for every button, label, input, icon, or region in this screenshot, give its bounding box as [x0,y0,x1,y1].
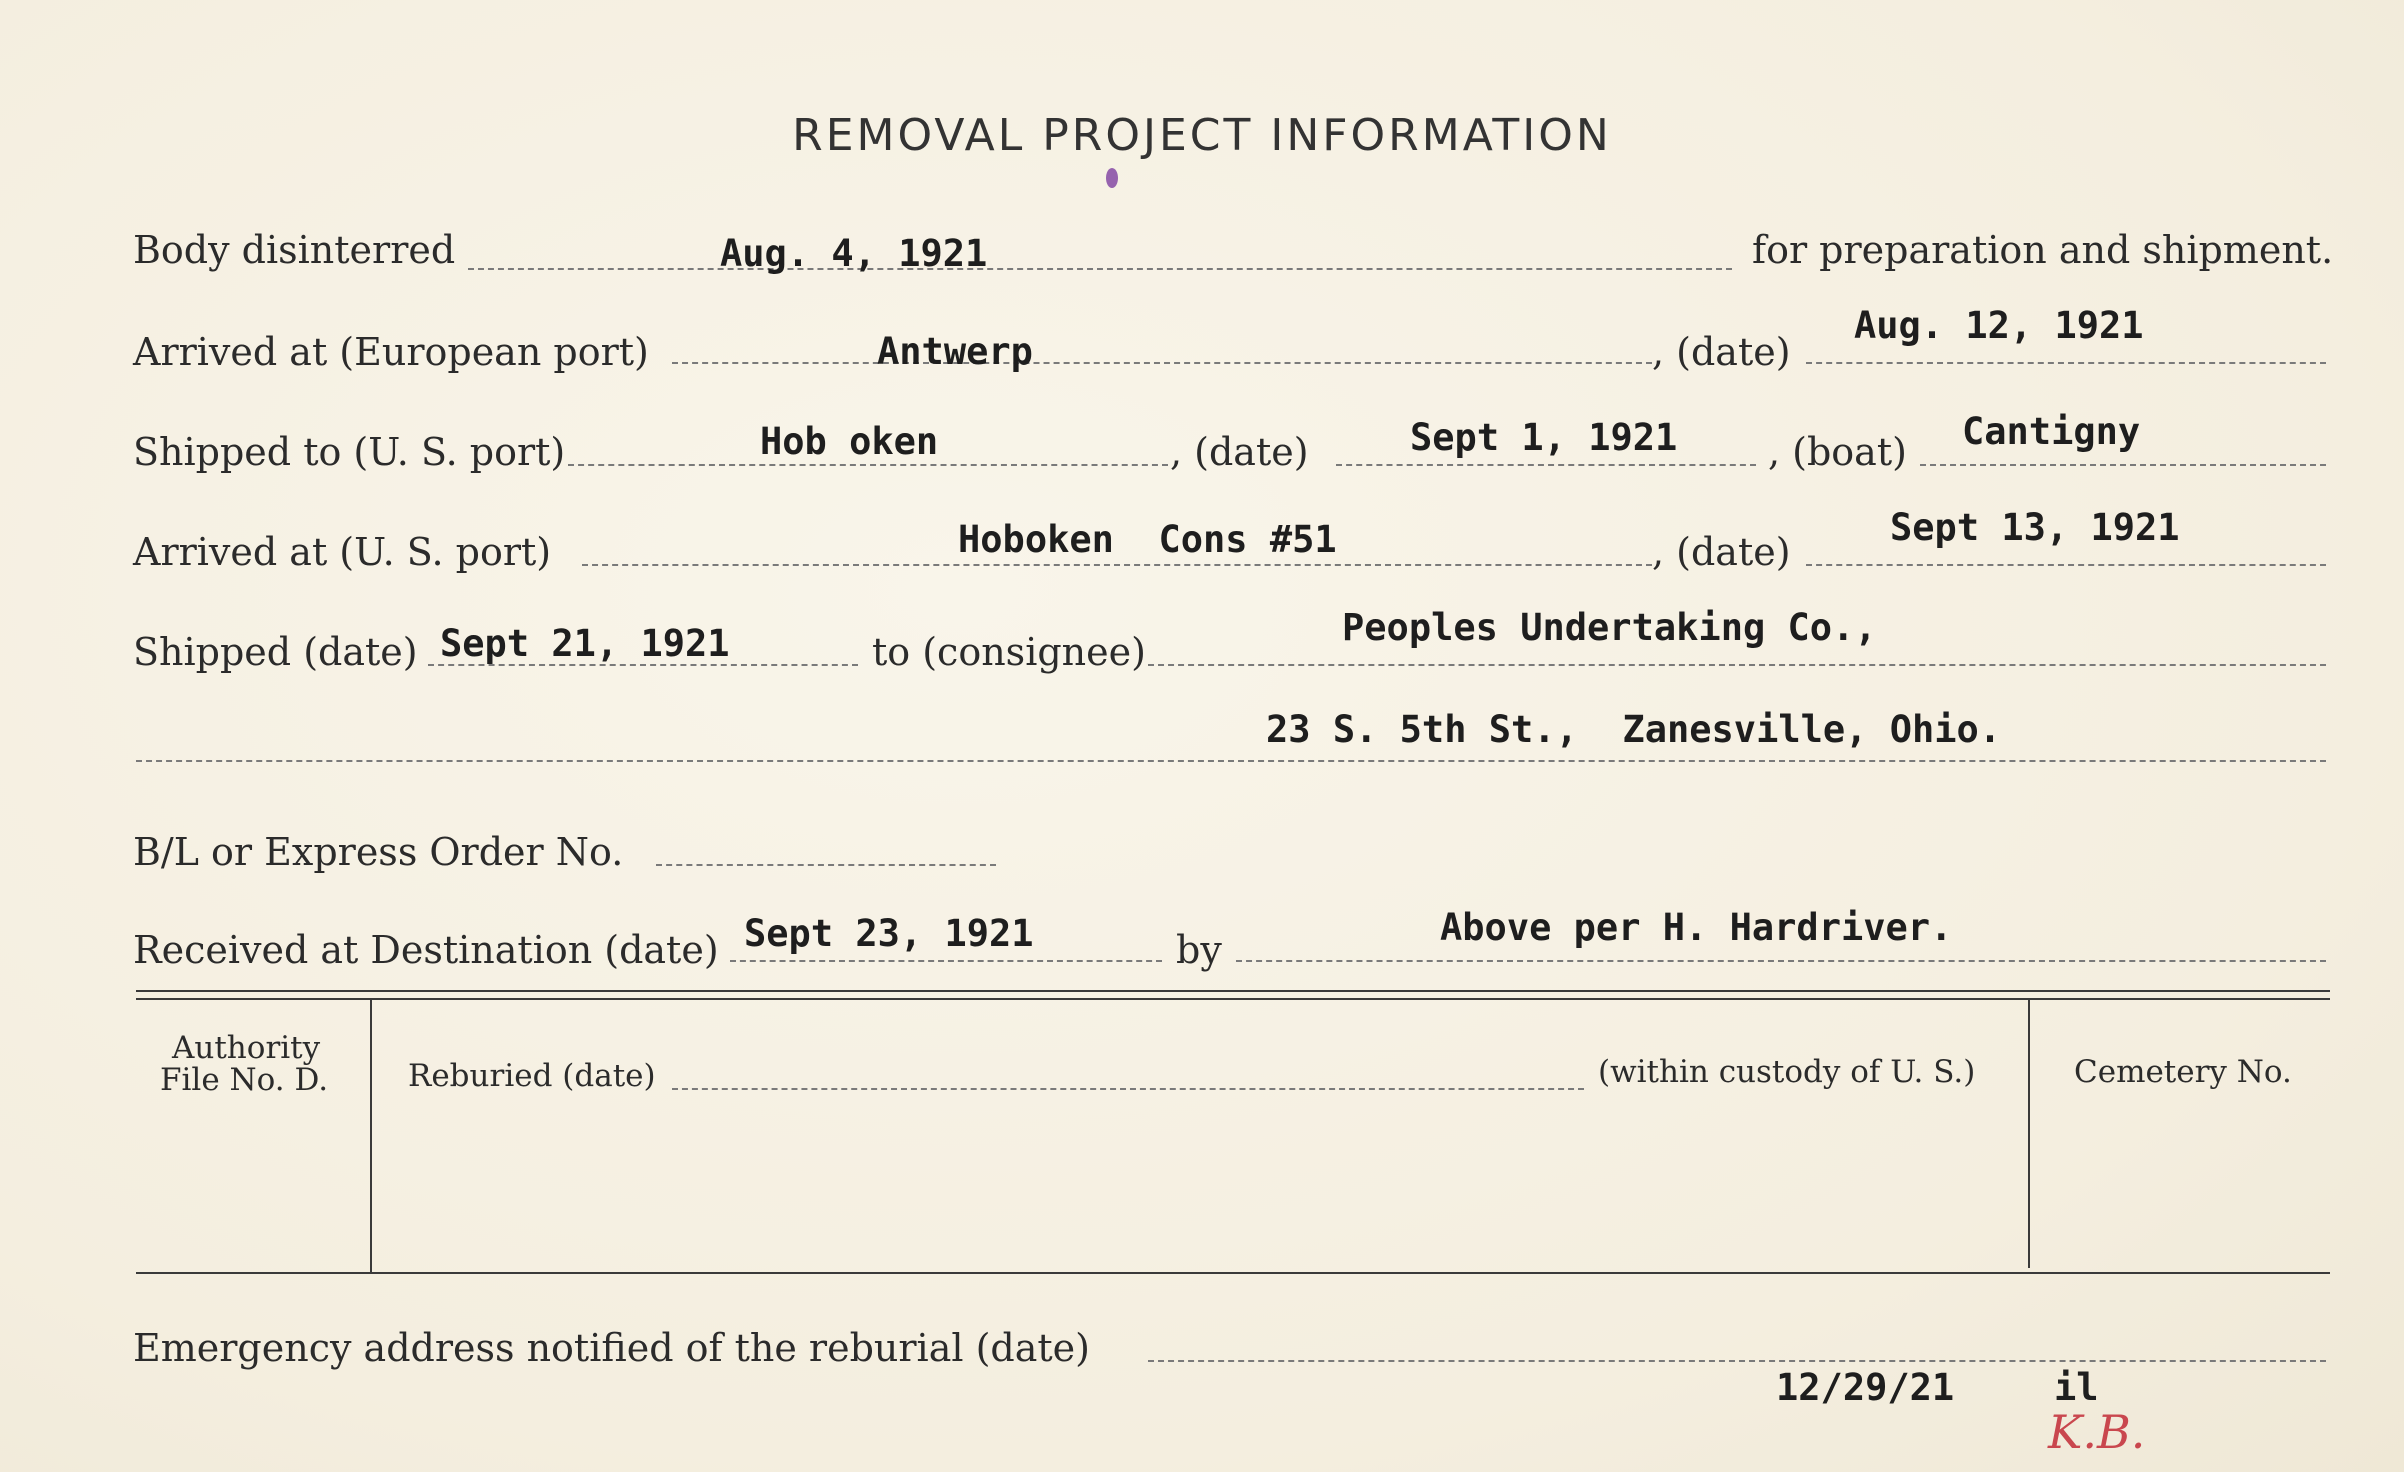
boat-label: , (boat) [1768,430,1907,474]
emergency-line [1148,1360,2326,1362]
euro-port-label: Arrived at (European port) [133,330,649,374]
handwritten-initials: K.B. [2048,1405,2146,1459]
authority-label-2: File No. D. [160,1062,329,1098]
table-top-rule-2 [136,998,2330,1000]
disinterred-line [468,268,1732,270]
emergency-label: Emergency address notified of the reburial (date) [133,1326,1090,1370]
table-top-rule-1 [136,990,2330,992]
boat-line [1920,464,2326,466]
bl-line [656,864,996,866]
disinterred-date: Aug. 4, 1921 [720,232,988,275]
received-by-label: by [1176,928,1222,972]
arrived-us-date-label: , (date) [1652,530,1791,574]
card-title: REMOVAL PROJECT INFORMATION [792,110,1612,161]
us-port-value: Hob oken [760,420,939,463]
arrived-us-date: Sept 13, 1921 [1890,506,2180,549]
cemetery-label: Cemetery No. [2074,1054,2292,1090]
euro-port-date-label: , (date) [1652,330,1791,374]
ink-stamp-mark [1106,168,1118,188]
boat-value: Cantigny [1962,410,2141,453]
arrived-us-label: Arrived at (U. S. port) [133,530,552,574]
us-port-date: Sept 1, 1921 [1410,416,1678,459]
received-label: Received at Destination (date) [133,928,719,972]
us-port-label: Shipped to (U. S. port) [133,430,566,474]
euro-port-value: Antwerp [877,330,1033,373]
reburied-label: Reburied (date) [408,1058,656,1094]
disinterred-label: Body disinterred [133,228,456,272]
consignee-line [1148,664,2326,666]
euro-port-date: Aug. 12, 1921 [1854,304,2144,347]
euro-port-date-line [1806,362,2326,364]
reburied-line [672,1088,1584,1090]
footer-code: il [2054,1366,2099,1409]
consignee-address: 23 S. 5th St., Zanesville, Ohio. [1266,708,2002,751]
table-divider-right [2028,1000,2030,1268]
euro-port-line [672,362,1652,364]
received-by-line [1236,960,2326,962]
received-line [730,960,1162,962]
shipped-date: Sept 21, 1921 [440,622,730,665]
shipped-label: Shipped (date) [133,630,418,674]
arrived-us-value: Hoboken Cons #51 [958,518,1337,561]
arrived-us-line [582,564,1652,566]
disinterred-suffix: for preparation and shipment. [1752,228,2334,272]
us-port-date-label: , (date) [1170,430,1309,474]
table-divider-left [370,1000,372,1272]
us-port-line [568,464,1168,466]
received-by-value: Above per H. Hardriver. [1440,906,1953,949]
authority-label-1: Authority [172,1030,321,1066]
address-line [136,760,2326,762]
bl-label: B/L or Express Order No. [133,830,624,874]
table-bottom-rule [136,1272,2330,1274]
received-date: Sept 23, 1921 [744,912,1034,955]
consignee-value: Peoples Undertaking Co., [1342,606,1877,649]
custody-label: (within custody of U. S.) [1598,1054,1976,1090]
consignee-label: to (consignee) [872,630,1146,674]
arrived-us-date-line [1806,564,2326,566]
us-port-date-line [1336,464,1756,466]
footer-date: 12/29/21 [1776,1366,1955,1409]
